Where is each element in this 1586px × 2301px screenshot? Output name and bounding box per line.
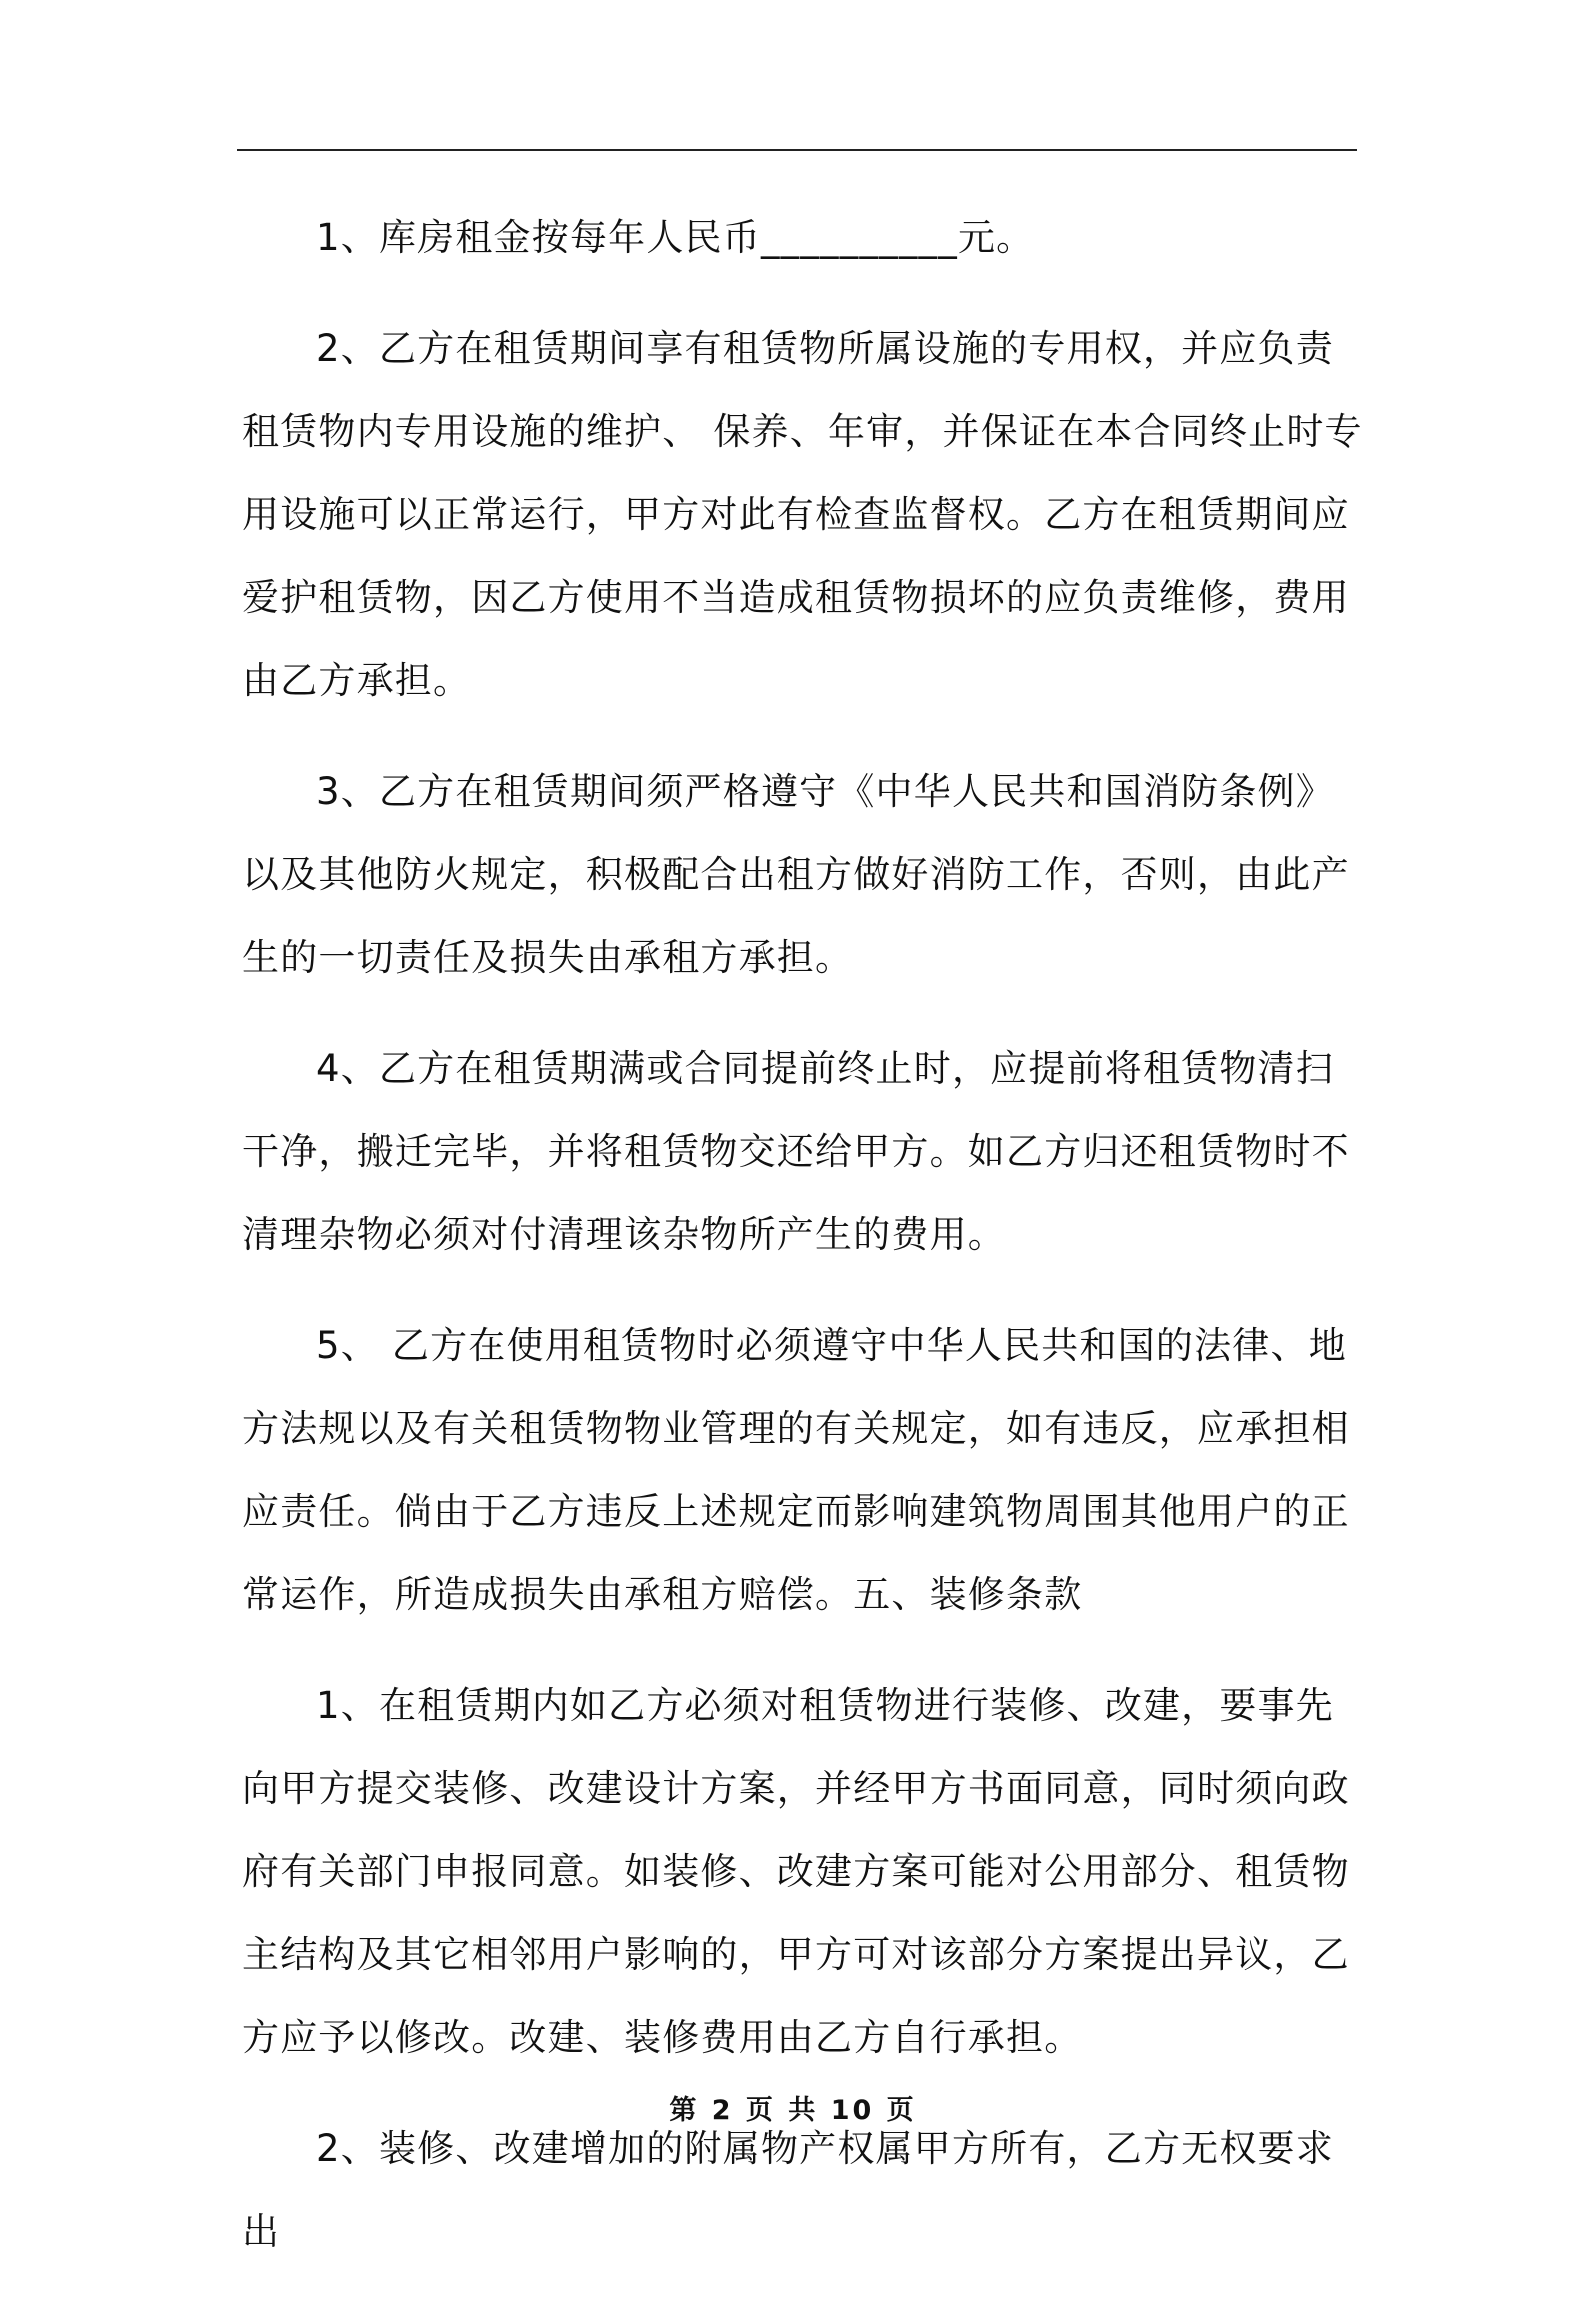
document-body (242, 196, 1372, 2301)
paragraph-lease-end: 4、乙方在租赁期满或合同提前终止时，应提前将租赁物清扫干净，搬迁完毕，并将租赁物交还给甲方。如乙方归还租赁物时不清理杂物必须对付清理该杂物所产生的费用。 (242, 1047, 1350, 1256)
paragraph-rent: 1、库房租金按每年人民币__________元。 (316, 216, 1035, 259)
paragraph-renovation: 1、在租赁期内如乙方必须对租赁物进行装修、改建，要事先向甲方提交装修、改建设计方案，并经甲方书面同意，同时须向政府有关部门申报同意。如装修、改建方案可能对公用部分、租赁物主结构及其它相邻用户影响的，甲方可对该部分方案提出异议，乙方应予以修改。改建、装修费用由乙方自行承担。 (242, 1684, 1350, 2059)
paragraph-fire-safety: 3、乙方在租赁期间须严格遵守《中华人民共和国消防条例》以及其他防火规定，积极配合出租方做好消防工作，否则，由此产生的一切责任及损失由承租方承担。 (242, 770, 1350, 979)
header-rule (237, 149, 1357, 151)
page-number: 第 2 页 共 10 页 (669, 2095, 917, 2126)
paragraph-attachments: 2、装修、改建增加的附属物产权属甲方所有，乙方无权要求出 (242, 2127, 1334, 2253)
paragraph-facility-use: 2、乙方在租赁期间享有租赁物所属设施的专用权，并应负责租赁物内专用设施的维护、 保养、年审，并保证在本合同终止时专用设施可以正常运行，甲方对此有检查监督权。乙方在租赁期间应爱护租赁物，因乙方使用不当造成租赁物损坏的应负责维修，费用由乙方承担。 (242, 327, 1363, 702)
paragraph-compliance: 5、 乙方在使用租赁物时必须遵守中华人民共和国的法律、地方法规以及有关租赁物物业管理的有关规定，如有违反，应承担相应责任。倘由于乙方违反上述规定而影响建筑物周围其他用户的正常运作，所造成损失由承租方赔偿。五、装修条款 (242, 1324, 1350, 1616)
